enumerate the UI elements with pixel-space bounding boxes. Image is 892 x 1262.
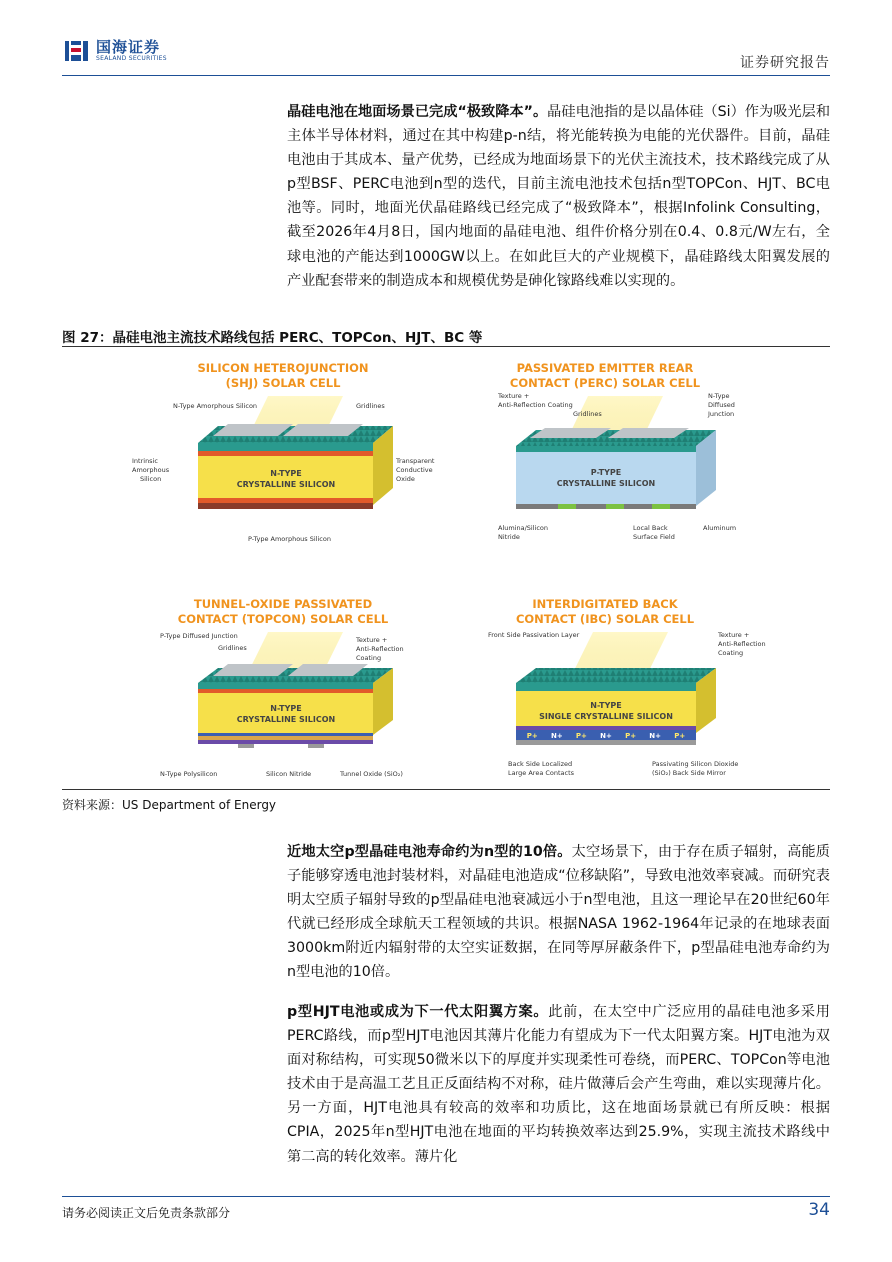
logo-cn-text: 国海证券 [96,38,161,56]
figure-title: 图 27：晶硅电池主流技术路线包括 PERC、TOPCon、HJT、BC 等 [62,330,483,346]
paragraph-lead: p型HJT电池或成为下一代太阳翼方案。 [287,1004,549,1020]
company-logo [64,38,167,64]
ibc-body-line2: SINGLE CRYSTALLINE SILICON [539,712,673,721]
perc-label: Gridlines [573,410,602,418]
paragraph-hjt-solar-wing [287,1000,830,1169]
ibc-contact-label: N+ [551,732,563,740]
ibc-contact-label: N+ [649,732,661,740]
topcon-title-line1: TUNNEL-OXIDE PASSIVATED [193,597,373,611]
perc-label: Alumina/Silicon [498,524,549,532]
perc-label: Aluminum [703,524,737,532]
paragraph-body: 此前，在太空中广泛应用的晶硅电池多采用PERC路线，而p型HJT电池因其薄片化能力有望成为下一代太阳翼方案。HJT电池为双面对称结构，可实现50微米以下的厚度并实现柔性可卷绕，而PERC、TOPCon等电池技术由于是高温工艺且正反面结构不对称，硅片做薄后会产生弯曲，难以实现薄片化。另一方面，HJT电池具有较高的效率和功质比，这在地面场景就已有所反映：根据CPIA，2025年n型HJT电池在地面的平均转换效率达到25.9%，实现主流技术路线中第二高的转化效率。薄片化 [287,1004,830,1165]
paragraph-silicon-cost [287,100,830,293]
footer-divider [62,1196,830,1197]
figure-source: 资料来源：US Department of Energy [62,798,277,812]
perc-body-line2: CRYSTALLINE SILICON [556,479,656,488]
perc-label: Local Back [633,524,668,532]
ibc-label: (SiO₂) Back Side Mirror [652,769,726,777]
paragraph-lead: 近地太空p型晶硅电池寿命约为n型的10倍。 [287,844,572,860]
paragraph-ptype-lifetime [287,840,830,985]
ibc-title-line1: INTERDIGITATED BACK [532,597,678,611]
figure-top-rule [62,346,830,347]
solar-cell-illustration [118,358,766,786]
perc-label: N-Type [708,392,730,400]
shj-label: Oxide [396,475,415,483]
shj-title-line2: (SHJ) SOLAR CELL [225,376,341,390]
topcon-label: P-Type Diffused Junction [160,632,238,640]
topcon-cell-diagram [160,597,404,778]
shj-body-line1: N-TYPE [270,469,302,478]
shj-label: Amorphous [132,466,170,474]
disclaimer-note: 请务必阅读正文后免责条款部分 [62,1206,231,1220]
report-type-label: 证券研究报告 [740,55,830,71]
ibc-contact-label: P+ [625,732,637,740]
topcon-label: Coating [356,654,382,662]
ibc-title-line2: CONTACT (IBC) SOLAR CELL [515,612,695,626]
perc-title-line2: CONTACT (PERC) SOLAR CELL [509,376,701,390]
shj-title-line1: SILICON HETEROJUNCTION [197,361,369,375]
logo-en-text: SEALAND SECURITIES [96,55,167,62]
figure-bottom-rule [62,789,830,790]
ibc-label: Back Side Localized [508,760,573,768]
shj-label: P-Type Amorphous Silicon [248,535,331,543]
shj-label: Silicon [140,475,162,483]
ibc-label: Texture + [718,631,750,639]
paragraph-body: 晶硅电池指的是以晶体硅（Si）作为吸光层和主体半导体材料，通过在其中构建p-n结，将光能转换为电能的光伏器件。目前，晶硅电池由于其成本、量产优势，已经成为地面场景下的光伏主流技术，技术路线完成了从p型BSF、PERC电池到n型的迭代，目前主流电池技术包括n型TOPCon、HJT、BC电池等。同时，地面光伏晶硅路线已经完成了“极致降本”，根据Infolink Consulting，截至2026年4月8日，国内地面的晶硅电池、组件价格分别在0.4、0.8元/W左右，全球电池的产能达到1000GW以上。在如此巨大的产业规模下，晶硅路线太阳翼发展的产业配套带来的制造成本和规模优势是砷化镓路线难以实现的。 [287,104,831,289]
ibc-label: Anti-Reflection [718,640,766,648]
topcon-label: Gridlines [218,644,247,652]
paragraph-lead: 晶硅电池在地面场景已完成“极致降本”。 [287,104,548,120]
perc-body-line1: P-TYPE [590,468,622,477]
shj-label: Intrinsic [132,457,158,465]
perc-label: Nitride [498,533,520,541]
topcon-label: Tunnel Oxide (SiO₂) [340,770,403,778]
perc-label: Texture + [498,392,530,400]
ibc-contact-label: P+ [674,732,686,740]
ibc-contact-label: P+ [575,732,587,740]
topcon-label: Silicon Nitride [266,770,312,778]
logo-mark-icon [64,38,90,64]
perc-label: Junction [708,410,735,418]
topcon-body-line1: N-TYPE [270,704,302,713]
ibc-label: Passivating Silicon Dioxide [652,760,739,768]
shj-label: Transparent [396,457,435,465]
shj-label: Conductive [396,466,433,474]
perc-cell-diagram [497,361,736,541]
header-divider [62,75,830,76]
shj-cell-diagram [132,361,435,543]
topcon-label: Anti-Reflection [356,645,404,653]
ibc-label: Coating [718,649,744,657]
ibc-label: Large Area Contacts [508,769,575,777]
topcon-label: Texture + [356,636,388,644]
perc-label: Surface Field [633,533,675,541]
perc-title-line1: PASSIVATED EMITTER REAR [516,361,694,375]
ibc-body-line1: N-TYPE [590,701,622,710]
perc-label: Anti-Reflection Coating [498,401,573,409]
perc-label: Diffused [708,401,735,409]
topcon-body-line2: CRYSTALLINE SILICON [236,715,336,724]
ibc-contact-label: N+ [600,732,612,740]
shj-label: Gridlines [356,402,385,410]
shj-body-line2: CRYSTALLINE SILICON [236,480,336,489]
topcon-title-line2: CONTACT (TOPCON) SOLAR CELL [177,612,389,626]
shj-label: N-Type Amorphous Silicon [173,402,258,410]
topcon-label: N-Type Polysilicon [160,770,218,778]
ibc-label: Front Side Passivation Layer [488,631,580,639]
ibc-contact-label: P+ [526,732,538,740]
ibc-cell-diagram [488,597,766,777]
page-number: 34 [808,1200,830,1220]
paragraph-body: 太空场景下，由于存在质子辐射，高能质子能够穿透电池封装材料，对晶硅电池造成“位移缺陷”，导致电池效率衰减。而研究表明太空质子辐射导致的p型晶硅电池衰减远小于n型电池，且这一理论早在20世纪60年代就已经形成全球航天工程领域的共识。根据NASA 1962-1964年记录的在地球表面3000km附近内辐射带的太空实证数据，在同等厚屏蔽条件下，p型晶硅电池寿命约为n型电池的10倍。 [287,844,830,981]
solar-cell-figure [118,358,766,786]
